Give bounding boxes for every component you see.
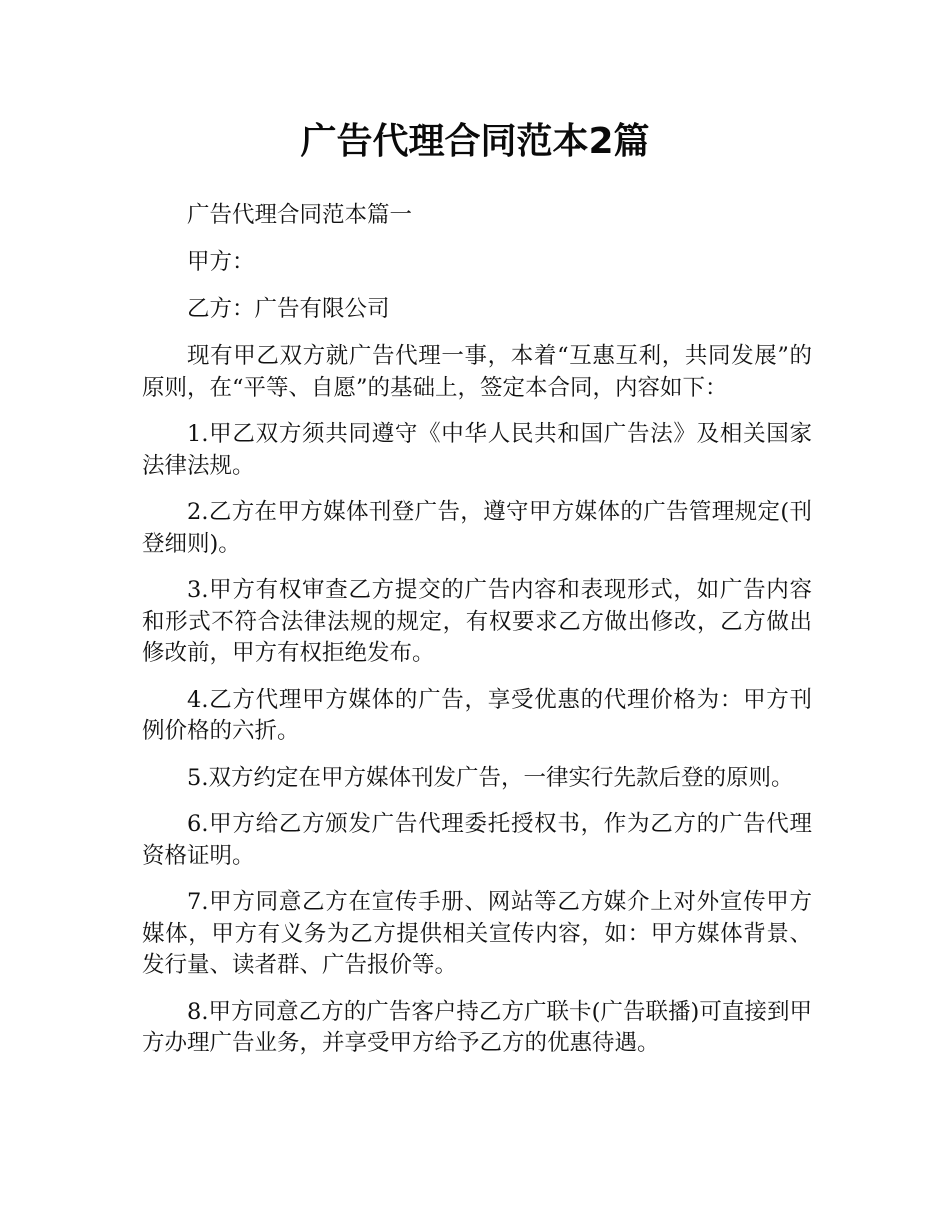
clause-1: 1.甲乙双方须共同遵守《中华人民共和国广告法》及相关国家法律法规。 — [142, 421, 812, 479]
party-b-line: 乙方：广告有限公司 — [187, 296, 390, 322]
section-heading: 广告代理合同范本篇一 — [187, 202, 413, 228]
document-title: 广告代理合同范本2篇 — [300, 121, 650, 162]
party-a-line: 甲方： — [187, 249, 255, 275]
clause-5: 5.双方约定在甲方媒体刊发广告，一律实行先款后登的原则。 — [187, 764, 794, 791]
preamble-paragraph: 现有甲乙双方就广告代理一事，本着“互惠互利，共同发展”的原则，在“平等、自愿”的基础上，签定本合同，内容如下： — [142, 343, 812, 401]
clause-2: 2.乙方在甲方媒体刊登广告，遵守甲方媒体的广告管理规定(刊登细则)。 — [142, 499, 812, 557]
clause-3: 3.甲方有权审查乙方提交的广告内容和表现形式，如广告内容和形式不符合法律法规的规定，有权要求乙方做出修改，乙方做出修改前，甲方有权拒绝发布。 — [142, 577, 812, 666]
clause-4: 4.乙方代理甲方媒体的广告，享受优惠的代理价格为：甲方刊例价格的六折。 — [142, 686, 812, 744]
document-body — [142, 200, 812, 1075]
clause-7: 7.甲方同意乙方在宣传手册、网站等乙方媒介上对外宣传甲方媒体，甲方有义务为乙方提供相关宣传内容，如：甲方媒体背景、发行量、读者群、广告报价等。 — [142, 889, 812, 978]
clause-6: 6.甲方给乙方颁发广告代理委托授权书，作为乙方的广告代理资格证明。 — [142, 811, 812, 869]
clause-8: 8.甲方同意乙方的广告客户持乙方广联卡(广告联播)可直接到甲方办理广告业务，并享受甲方给予乙方的优惠待遇。 — [142, 998, 812, 1056]
